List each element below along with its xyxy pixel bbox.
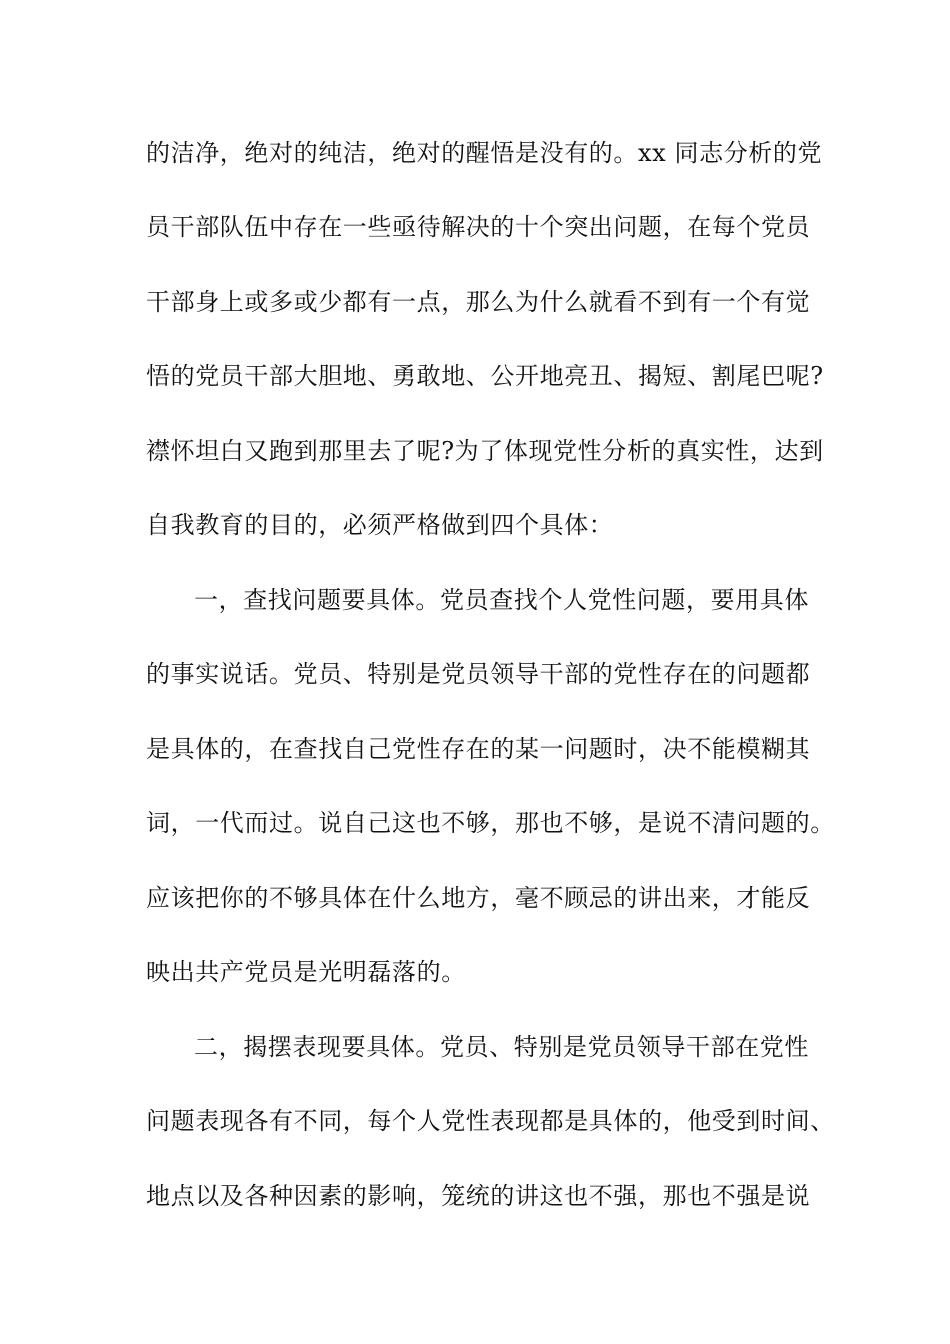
- text-line-6: 自我教育的目的，必须严格做到四个具体：: [146, 511, 614, 539]
- text-line-12: 映出共产党员是光明磊落的。: [146, 958, 466, 986]
- text-line-11: 应该把你的不够具体在什么地方，毫不顾忌的讲出来，才能反: [146, 884, 811, 912]
- text-line-14: 问题表现各有不同，每个人党性表现都是具体的，他受到时间、: [146, 1107, 835, 1135]
- paragraph-one-first-line: 一，查找问题要具体。党员查找个人党性问题，要用具体: [194, 586, 809, 614]
- text-line-10: 词，一代而过。说自己这也不够，那也不够，是说不清问题的。: [146, 809, 835, 837]
- text-line-3: 干部身上或多或少都有一点，那么为什么就看不到有一个有觉: [146, 288, 811, 316]
- text-line-15: 地点以及各种因素的影响，笼统的讲这也不强，那也不强是说: [146, 1182, 811, 1210]
- text-line-1: 的洁净，绝对的纯洁，绝对的醒悟是没有的。xx 同志分析的党: [146, 139, 823, 167]
- text-line-2: 员干部队伍中存在一些亟待解决的十个突出问题，在每个党员: [146, 213, 811, 241]
- text-line-9: 是具体的，在查找自己党性存在的某一问题时，决不能模糊其: [146, 735, 811, 763]
- text-line-5: 襟怀坦白又跑到那里去了呢?为了体现党性分析的真实性，达到: [146, 437, 824, 465]
- text-line-4: 悟的党员干部大胆地、勇敢地、公开地亮丑、揭短、割尾巴呢?: [146, 362, 824, 390]
- text-line-8: 的事实说话。党员、特别是党员领导干部的党性存在的问题都: [146, 660, 811, 688]
- paragraph-two-first-line: 二，揭摆表现要具体。党员、特别是党员领导干部在党性: [194, 1033, 809, 1061]
